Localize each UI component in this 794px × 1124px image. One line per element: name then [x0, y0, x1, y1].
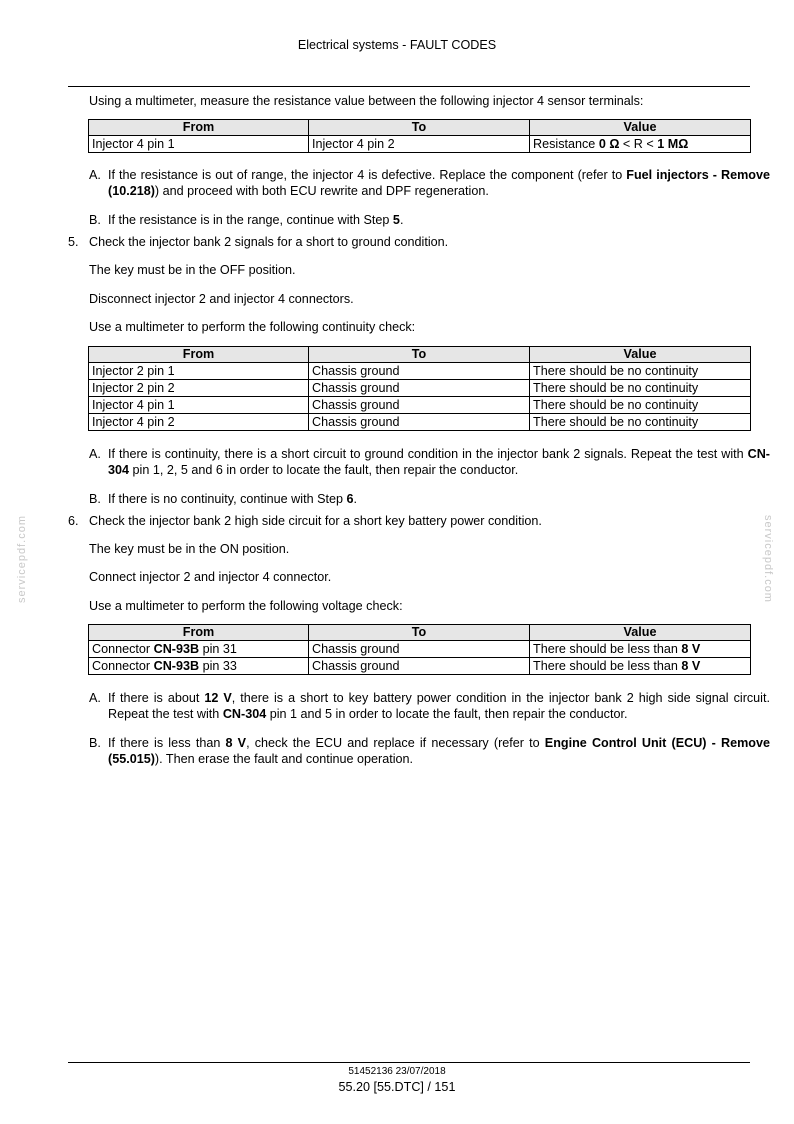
table-row [89, 414, 751, 431]
footer-page-number: 55.20 [55.DTC] / 151 [338, 1080, 456, 1094]
cell-from: Injector 2 pin 1 [89, 363, 309, 380]
table-header-row [89, 347, 751, 363]
col-from: From [89, 120, 309, 136]
resistance-table [88, 119, 751, 153]
step4-item-b: B. If the resistance is in the range, continue with Step 5. [89, 213, 404, 227]
cell-to: Injector 4 pin 2 [309, 136, 530, 153]
table-row [89, 363, 751, 380]
voltage-table [88, 624, 751, 675]
table-row [89, 136, 751, 153]
col-to: To [309, 120, 530, 136]
table-row [89, 641, 751, 658]
col-from: From [89, 347, 309, 363]
step5-key-off: The key must be in the OFF position. [89, 263, 296, 277]
step6-item-a: A. If there is about 12 V, there is a short to key battery power condition in the injector bank 2 high side signal circuit. Repeat the test with CN-304 pin 1 and 5 in order to locate the fault, then repair the conductor. [89, 691, 770, 721]
cell-to: Chassis ground [309, 414, 530, 431]
step5-item-a: A. If there is continuity, there is a short circuit to ground condition in the injector bank 2 signals. Repeat the test with CN-304 pin 1, 2, 5 and 6 in order to locate the fault, then repair the conductor. [89, 447, 770, 477]
cell-to: Chassis ground [309, 397, 530, 414]
footer-doc-id: 51452136 23/07/2018 [348, 1066, 446, 1077]
intro-text: Using a multimeter, measure the resistance value between the following injector 4 sensor terminals: [89, 94, 644, 108]
footer-rule [68, 1062, 750, 1063]
cell-from: Injector 2 pin 2 [89, 380, 309, 397]
continuity-table [88, 346, 751, 431]
watermark-left: servicepdf.com [16, 515, 28, 603]
col-value: Value [530, 120, 751, 136]
table-header-row [89, 120, 751, 136]
col-from: From [89, 625, 309, 641]
step6-heading: 6. Check the injector bank 2 high side circuit for a short key battery power condition. [68, 514, 542, 528]
cell-value: There should be less than 8 V [530, 658, 751, 675]
cell-value: There should be less than 8 V [530, 641, 751, 658]
cell-from: Connector CN-93B pin 33 [89, 658, 309, 675]
step4-item-a: A. If the resistance is out of range, the injector 4 is defective. Replace the component (refer to Fuel injectors - Remove (10.218)) and proceed with both ECU rewrite and DPF regeneration. [89, 168, 770, 198]
cell-value: Resistance 0 Ω < R < 1 MΩ [530, 136, 751, 153]
table-row [89, 397, 751, 414]
step6-key-on: The key must be in the ON position. [89, 542, 290, 556]
col-value: Value [530, 347, 751, 363]
step6-connect: Connect injector 2 and injector 4 connector. [89, 570, 332, 584]
step6-item-b: B. If there is less than 8 V, check the ECU and replace if necessary (refer to Engine Control Unit (ECU) - Remove (55.015)). Then erase the fault and continue operation. [89, 736, 770, 766]
cell-from: Injector 4 pin 1 [89, 397, 309, 414]
col-value: Value [530, 625, 751, 641]
cell-to: Chassis ground [309, 658, 530, 675]
step5-continuity-intro: Use a multimeter to perform the following continuity check: [89, 320, 416, 334]
cell-value: There should be no continuity [530, 414, 751, 431]
watermark-right: servicepdf.com [762, 515, 774, 603]
col-to: To [309, 625, 530, 641]
step5-disconnect: Disconnect injector 2 and injector 4 connectors. [89, 292, 354, 306]
cell-to: Chassis ground [309, 380, 530, 397]
page-header-title: Electrical systems - FAULT CODES [297, 38, 497, 52]
step6-voltage-intro: Use a multimeter to perform the following voltage check: [89, 599, 403, 613]
table-row [89, 380, 751, 397]
cell-to: Chassis ground [309, 641, 530, 658]
cell-value: There should be no continuity [530, 397, 751, 414]
table-row [89, 658, 751, 675]
cell-from: Injector 4 pin 2 [89, 414, 309, 431]
cell-from: Connector CN-93B pin 31 [89, 641, 309, 658]
cell-to: Chassis ground [309, 363, 530, 380]
col-to: To [309, 347, 530, 363]
table-header-row [89, 625, 751, 641]
cell-value: There should be no continuity [530, 363, 751, 380]
cell-value: There should be no continuity [530, 380, 751, 397]
step5-heading: 5. Check the injector bank 2 signals for a short to ground condition. [68, 235, 449, 249]
header-rule [68, 86, 750, 87]
step5-item-b: B. If there is no continuity, continue with Step 6. [89, 492, 357, 506]
cell-from: Injector 4 pin 1 [89, 136, 309, 153]
